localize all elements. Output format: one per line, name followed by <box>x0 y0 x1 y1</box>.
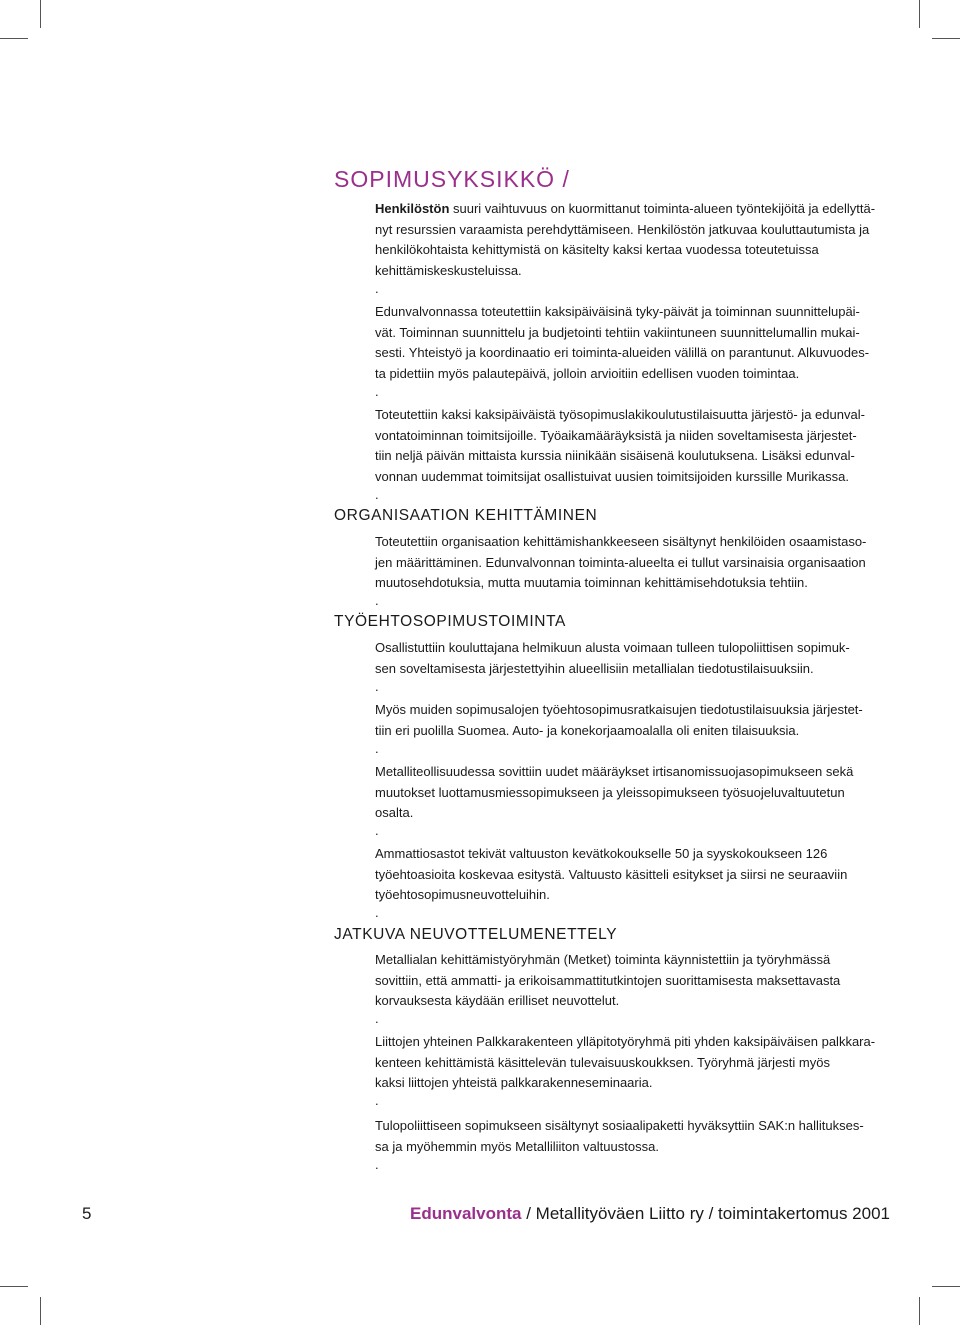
paragraph-line: vonnan uudemmat toimitsijat osallistuivat uusien toimitsijoiden kurssille Murikassa. <box>375 469 849 484</box>
paragraph-line: sa ja myöhemmin myös Metalliliiton valtuustossa. <box>375 1139 659 1154</box>
paragraph-line: jen määrittäminen. Edunvalvonnan toiminta-alueelta ei tullut varsinaisia organisaation <box>375 555 866 570</box>
crop-mark <box>919 0 920 28</box>
paragraph-line: tiin eri puolilla Suomea. Auto- ja konekorjaamoalalla oli eniten tilaisuuksia. <box>375 723 800 738</box>
paragraph-line: nyt resurssien varaamista perehdyttämiseen. Henkilöstön jatkuvaa kouluttautumista ja <box>375 222 870 237</box>
crop-mark <box>0 38 28 39</box>
crop-mark <box>40 1297 41 1325</box>
paragraph-line: Toteutettiin kaksi kaksipäiväistä työsopimuslakikoulutustilaisuutta järjestö- ja edunval- <box>375 407 865 422</box>
separator-dot: . <box>375 281 379 296</box>
paragraph-line: sesti. Yhteistyö ja koordinaatio eri toiminta-alueiden välillä on parantunut. Alkuvuodes- <box>375 345 870 360</box>
paragraph-line: sen soveltamisesta järjestettyihin alueellisiin metallialan tiedotustilaisuuksiin. <box>375 661 814 676</box>
subsection-heading: TYÖEHTOSOPIMUSTOIMINTA <box>334 613 566 630</box>
paragraph-line: kenteen kehittämistä käsittelevän tulevaisuuskoukksen. Työryhmä järjesti myös <box>375 1055 830 1070</box>
separator-dot: . <box>375 1157 379 1172</box>
crop-mark <box>0 1286 28 1287</box>
paragraph-line: Metallialan kehittämistyöryhmän (Metket) toiminta käynnistettiin ja työryhmässä <box>375 952 831 967</box>
paragraph-line: kehittämiskeskusteluissa. <box>375 263 522 278</box>
separator-dot: . <box>375 487 379 502</box>
subsection-heading: JATKUVA NEUVOTTELUMENETTELY <box>334 926 618 943</box>
paragraph-line: osalta. <box>375 805 414 820</box>
paragraph-line: työehtoasioita koskevaa esitystä. Valtuusto käsitteli esitykset ja siirsi ne seuraaviin <box>375 867 848 882</box>
crop-mark <box>919 1297 920 1325</box>
separator-dot: . <box>375 1093 379 1108</box>
separator-dot: . <box>375 679 379 694</box>
paragraph-line: sovittiin, että ammatti- ja erikoisammattitutkintojen suorittamisesta maksettavasta <box>375 973 841 988</box>
paragraph-line: Myös muiden sopimusalojen työehtosopimusratkaisujen tiedotustilaisuuksia järjestet- <box>375 702 863 717</box>
paragraph-line: muutokset luottamusmiessopimukseen ja yleissopimukseen työsuojeluvaltuutetun <box>375 785 845 800</box>
paragraph-line: Osallistuttiin kouluttajana helmikuun alusta voimaan tulleen tulopoliittisen sopimuk- <box>375 640 850 655</box>
paragraph-line: Metalliteollisuudessa sovittiin uudet määräykset irtisanomissuojasopimukseen sekä <box>375 764 854 779</box>
footer-line <box>410 1204 890 1224</box>
separator-dot: . <box>375 1011 379 1026</box>
lead-word: Henkilöstön <box>375 201 450 216</box>
paragraph-line: ta pidettiin myös palautepäivä, jolloin arvioitiin edellisen vuoden toimintaa. <box>375 366 800 381</box>
separator-dot: . <box>375 384 379 399</box>
paragraph-line: työehtosopimusneuvotteluihin. <box>375 887 550 902</box>
page-number: 5 <box>82 1204 92 1223</box>
separator-dot: . <box>375 593 379 608</box>
crop-mark <box>40 0 41 28</box>
paragraph-line: henkilökohtaista kehittymistä on käsitelty kaksi kertaa vuodessa toteutetuissa <box>375 242 819 257</box>
crop-mark <box>932 38 960 39</box>
paragraph-line: muutosehdotuksia, mutta muutamia toiminnan kehittämisehdotuksia tehtiin. <box>375 575 808 590</box>
subsection-heading: ORGANISAATION KEHITTÄMINEN <box>334 507 598 524</box>
paragraph-line: Tulopoliittiseen sopimukseen sisältynyt sosiaalipaketti hyväksyttiin SAK:n hallitukses- <box>375 1118 864 1133</box>
footer-brand: Edunvalvonta <box>410 1204 522 1223</box>
paragraph-line: vontatoiminnan toimitsijoille. Työaikamääräyksistä ja niiden soveltamisesta järjestet- <box>375 428 857 443</box>
paragraph-line: vät. Toiminnan suunnittelu ja budjetointi tehtiin vakiintuneen suunnittelumallin mukai- <box>375 325 860 340</box>
paragraph-line: korvauksesta käydään erilliset neuvottelut. <box>375 993 620 1008</box>
paragraph-line: Ammattiosastot tekivät valtuuston kevätkokoukselle 50 ja syyskokoukseen 126 <box>375 846 828 861</box>
footer-text: / Metallityöväen Liitto ry / toimintakertomus 2001 <box>521 1204 890 1223</box>
section-heading: SOPIMUSYKSIKKÖ / <box>334 166 570 192</box>
separator-dot: . <box>375 741 379 756</box>
paragraph-line: kaksi liittojen yhteistä palkkarakenneseminaaria. <box>375 1075 653 1090</box>
paragraph-line: Henkilöstön suuri vaihtuvuus on kuormittanut toiminta-alueen työntekijöitä ja edellyttä- <box>375 201 876 216</box>
crop-mark <box>932 1286 960 1287</box>
paragraph-line: Edunvalvonnassa toteutettiin kaksipäiväisinä tyky-päivät ja toiminnan suunnittelupäi- <box>375 304 860 319</box>
paragraph-line: Liittojen yhteinen Palkkarakenteen ylläpitotyöryhmä piti yhden kaksipäiväisen palkkara- <box>375 1034 876 1049</box>
paragraph-line: Toteutettiin organisaation kehittämishankkeeseen sisältynyt henkilöiden osaamistaso- <box>375 534 867 549</box>
separator-dot: . <box>375 823 379 838</box>
paragraph-line: tiin neljä päivän mittaista kurssia niinikään sisäisenä koulutuksena. Lisäksi edunval- <box>375 448 855 463</box>
separator-dot: . <box>375 905 379 920</box>
